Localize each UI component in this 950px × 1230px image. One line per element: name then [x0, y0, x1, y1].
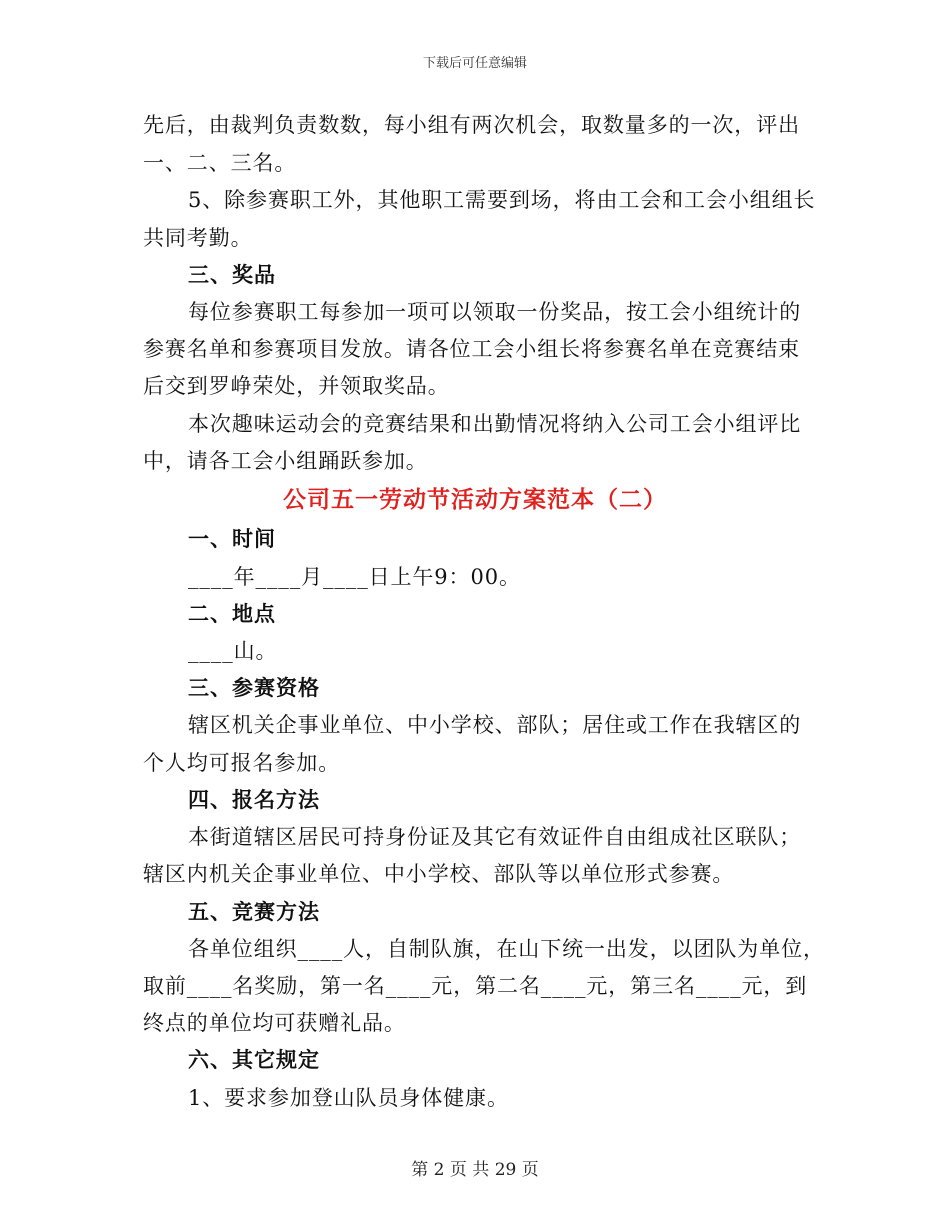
body-line: 1、要求参加登山队员身体健康。	[188, 1086, 509, 1110]
body-line: 每位参赛职工每参加一项可以领取一份奖品，按工会小组统计的	[188, 300, 802, 324]
body-line: 先后，由裁判负责数数，每小组有两次机会，取数量多的一次，评出	[143, 113, 800, 137]
body-line: 辖区机关企事业单位、中小学校、部队；居住或工作在我辖区的	[188, 713, 802, 737]
section-heading: 六、其它规定	[188, 1048, 320, 1072]
body-line: 辖区内机关企事业单位、中小学校、部队等以单位形式参赛。	[143, 862, 735, 886]
page-footer: 第 2 页 共 29 页	[411, 1160, 539, 1180]
body-line: ____山。	[188, 639, 278, 663]
body-line: 中，请各工会小组踊跃参加。	[143, 449, 428, 473]
body-line: 个人均可报名参加。	[143, 751, 341, 775]
body-line: ____年____月____日上午9：00。	[188, 565, 521, 589]
body-line: 终点的单位均可获赠礼品。	[143, 1011, 406, 1035]
section-heading: 四、报名方法	[188, 788, 320, 812]
body-line: 后交到罗峥荣处，并领取奖品。	[143, 374, 450, 398]
page-header: 下载后可任意编辑	[422, 56, 527, 71]
body-line: 取前____名奖励，第一名____元，第二名____元，第三名____元，到	[143, 974, 808, 998]
body-line: 本街道辖区居民可持身份证及其它有效证件自由组成社区联队；	[188, 825, 802, 849]
body-line: 参赛名单和参赛项目发放。请各位工会小组长将参赛名单在竞赛结束	[143, 337, 800, 361]
section-heading: 五、竞赛方法	[188, 900, 320, 924]
section-title: 公司五一劳动节活动方案范本（二）	[283, 487, 667, 513]
body-line: 5、除参赛职工外，其他职工需要到场，将由工会和工会小组组长	[188, 188, 816, 212]
section-heading: 三、奖品	[188, 263, 276, 287]
body-line: 一、二、三名。	[143, 151, 297, 175]
section-heading: 一、时间	[188, 527, 276, 551]
section-heading: 三、参赛资格	[188, 676, 320, 700]
body-line: 各单位组织____人，自制队旗，在山下统一出发，以团队为单位，	[188, 937, 825, 961]
body-line: 本次趣味运动会的竞赛结果和出勤情况将纳入公司工会小组评比	[188, 412, 802, 436]
section-heading: 二、地点	[188, 602, 276, 626]
body-line: 共同考勤。	[143, 226, 253, 250]
